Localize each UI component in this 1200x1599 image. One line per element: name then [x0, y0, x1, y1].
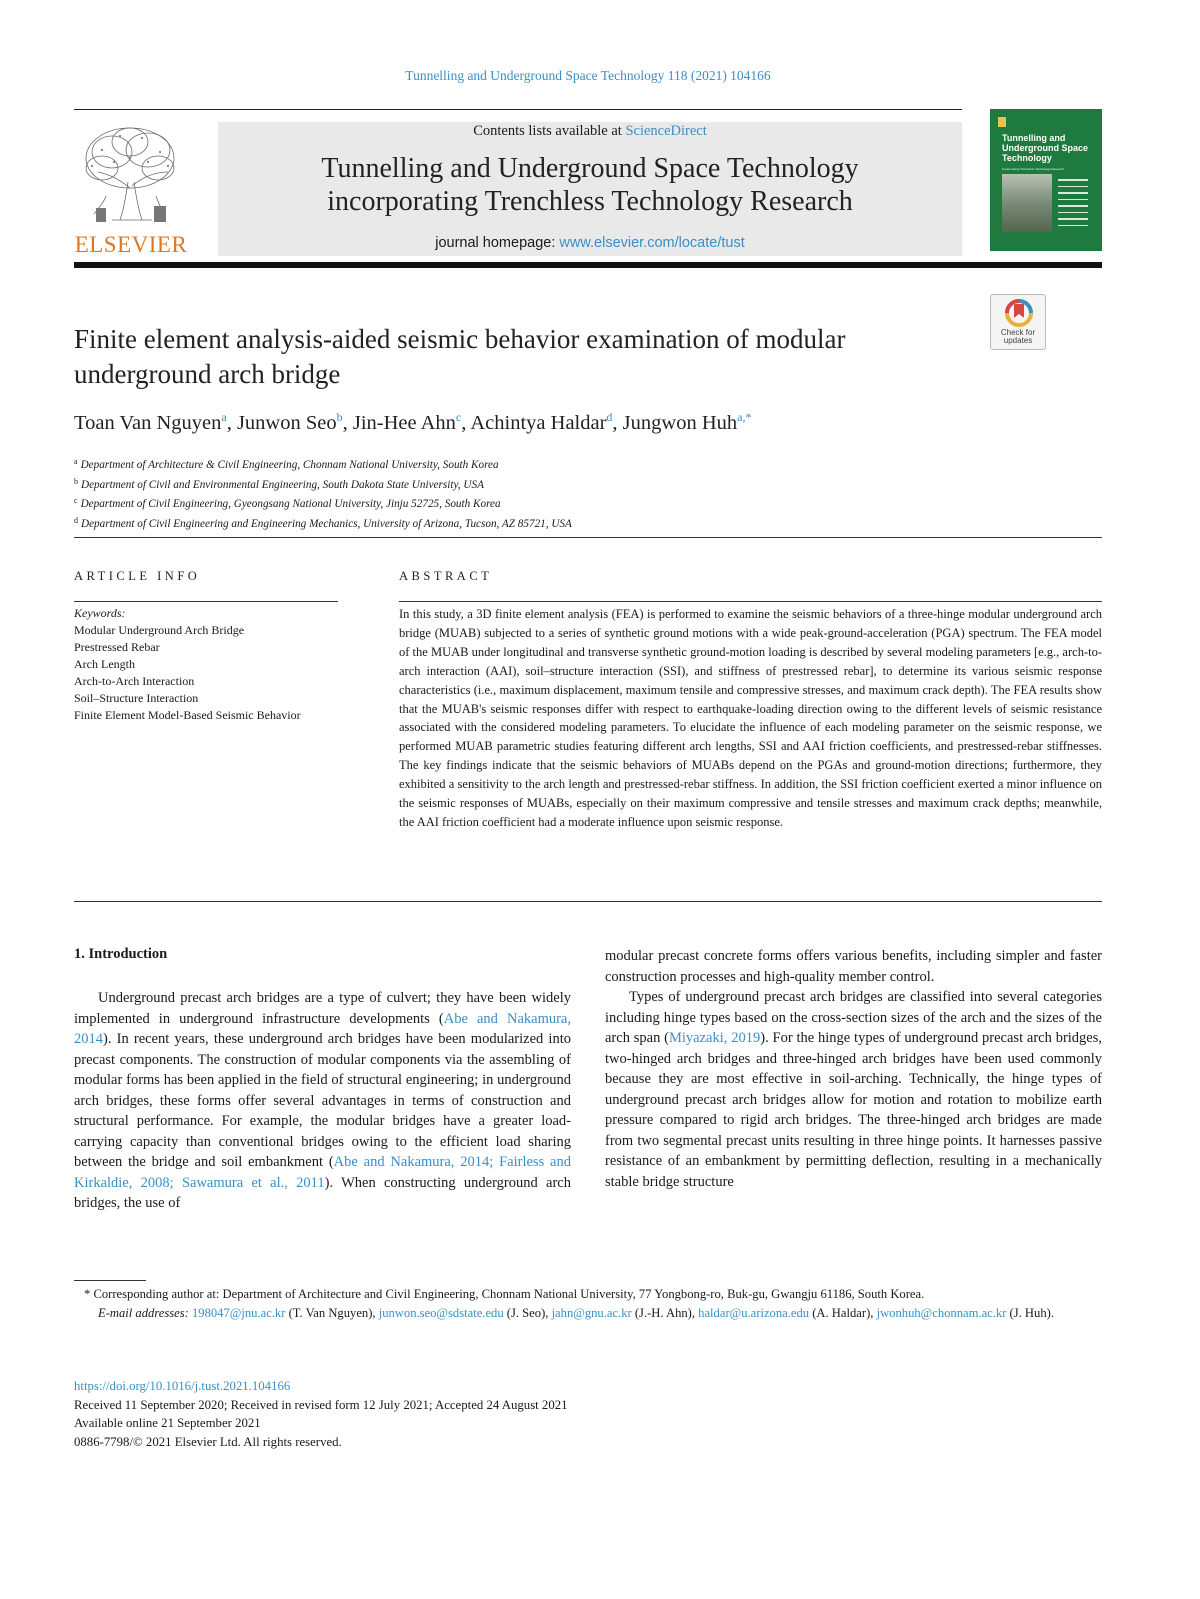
- sciencedirect-link[interactable]: ScienceDirect: [625, 123, 707, 139]
- email-label: E-mail addresses:: [98, 1306, 189, 1320]
- body-text: Types of underground precast arch bridges are classified into several categories including hinge types based on the cross-section sizes of the arch and the sizes of the arch span (: [605, 989, 1102, 1046]
- body-text: ). For the hinge types of underground precast arch bridges, two-hinged arch bridges and three-hinged arch bridges have been used commonly because they are most effective in soil-arching. Technically, the hinge types of underground precast arch bridges allow for motion and rotation to mobilize earth pressure compared to rigid arch bridges. The three-hinged arch bridges are made from two segmental precast units resulting in three hinge points. It harnesses passive resistance of an embankment by permitting deflection, resulting in a mechanically stable bridge structure: [605, 1030, 1103, 1190]
- body-text: Underground precast arch bridges are a type of culvert; they have been widely implemented in underground infrastructure developments (: [74, 990, 571, 1027]
- email-link[interactable]: jahn@gnu.ac.kr: [551, 1306, 632, 1320]
- journal-reference-link[interactable]: Tunnelling and Underground Space Technology 118 (2021) 104166: [405, 68, 771, 83]
- affiliation-item: [74, 454, 974, 474]
- received-dates: Received 11 September 2020; Received in revised form 12 July 2021; Accepted 24 August 2021: [74, 1397, 568, 1412]
- citation-link[interactable]: Miyazaki, 2019: [669, 1030, 761, 1046]
- affiliation-text: Department of Civil Engineering and Engineering Mechanics, University of Arizona, Tucson, AZ 85721, USA: [81, 517, 572, 530]
- affiliation-text: Department of Civil Engineering, Gyeongsang National University, Jinju 52725, South Korea: [80, 498, 501, 510]
- author-affiliation-marker[interactable]: a: [221, 410, 227, 424]
- header-rule: [74, 109, 962, 110]
- contents-prefix: Contents lists available at: [473, 123, 626, 139]
- cover-contents-list: [1058, 179, 1096, 231]
- cover-subtitle: incorporating Trenchless Technology Research: [1002, 167, 1065, 171]
- publication-info: [74, 1377, 874, 1451]
- affiliation-marker: a: [74, 457, 78, 466]
- author-affiliation-marker[interactable]: b: [336, 410, 343, 424]
- abstract-heading: ABSTRACT: [399, 569, 493, 583]
- keyword-item: Prestressed Rebar: [74, 640, 160, 654]
- intro-paragraph: [605, 987, 1102, 1192]
- elsevier-wordmark: ELSEVIER: [74, 232, 188, 257]
- citation-link[interactable]: Abe and Nakamura, 2014: [74, 1010, 571, 1047]
- abstract-rule: [399, 601, 1102, 602]
- author-name[interactable]: Achintya Haldar: [470, 412, 607, 434]
- affiliation-marker: b: [74, 476, 78, 486]
- homepage-line: [218, 235, 962, 251]
- keyword-item: Finite Element Model-Based Seismic Behavior: [74, 708, 301, 722]
- keywords-block: [74, 605, 344, 724]
- doi-link[interactable]: https://doi.org/10.1016/j.tust.2021.104166: [74, 1379, 291, 1393]
- email-addresses: [74, 1304, 1102, 1323]
- journal-masthead: [218, 122, 962, 256]
- footnote-rule: [74, 1280, 146, 1281]
- copyright-notice: 0886-7798/© 2021 Elsevier Ltd. All rights reserved.: [74, 1434, 342, 1449]
- email-link[interactable]: junwon.seo@sdstate.edu: [378, 1306, 504, 1320]
- intro-paragraph: modular precast concrete forms offers various benefits, including simpler and faster construction processes and high-quality member control.: [605, 948, 1102, 985]
- email-owner: (A. Haldar),: [809, 1306, 877, 1320]
- affiliation-rule: [74, 537, 1102, 538]
- corresponding-author-note: * Corresponding author at: Department of Architecture and Civil Engineering, Chonnam National University, 77 Yongbong-ro, Buk-gu, Gwangju 61186, South Korea.: [84, 1287, 925, 1301]
- affiliation-item: [74, 513, 974, 533]
- author-name[interactable]: Jin-Hee Ahn: [352, 412, 456, 434]
- journal-title-line1: Tunnelling and Underground Space Technology: [321, 153, 859, 184]
- cover-image: [1002, 174, 1052, 232]
- author-affiliation-marker[interactable]: c: [455, 410, 462, 424]
- article-title: Finite element analysis-aided seismic behavior examination of modular underground arch bridge: [74, 324, 846, 389]
- citation-link[interactable]: Abe and Nakamura, 2014; Fairless and Kirkaldie, 2008; Sawamura et al., 2011: [74, 1154, 571, 1191]
- keyword-item: Arch-to-Arch Interaction: [74, 674, 195, 688]
- body-column-right: [605, 946, 1102, 1192]
- introduction-heading: 1. Introduction: [74, 946, 168, 962]
- footnotes: [74, 1285, 1102, 1323]
- author-list: Toan Van Nguyen$^a$, Junwon Seo$^b$, Jin-Hee Ahn$^c$, Achintya Haldar$^d$, Jungwon Huh$^{a,*}$: [74, 410, 752, 434]
- elsevier-tree-icon: [72, 122, 190, 230]
- keyword-item: Soil–Structure Interaction: [74, 691, 199, 705]
- homepage-prefix: journal homepage:: [435, 235, 560, 251]
- author-name[interactable]: Toan Van Nguyen: [74, 412, 222, 434]
- check-for-updates-label: Check for updates: [1000, 328, 1036, 345]
- affiliation-list: [74, 454, 974, 532]
- check-for-updates-button[interactable]: [990, 294, 1046, 350]
- masthead-thick-rule: [74, 262, 1102, 268]
- affiliation-marker: c: [74, 496, 78, 505]
- email-link[interactable]: jwonhuh@chonnam.ac.kr: [876, 1306, 1007, 1320]
- keyword-item: Modular Underground Arch Bridge: [74, 623, 245, 637]
- affiliation-item: [74, 474, 974, 494]
- email-link[interactable]: haldar@u.arizona.edu: [698, 1306, 810, 1320]
- author-affiliation-marker[interactable]: a,*: [737, 410, 752, 424]
- email-owner: (J.-H. Ahn),: [631, 1306, 699, 1320]
- available-online-date: Available online 21 September 2021: [74, 1416, 261, 1431]
- cover-emblem: [998, 117, 1006, 127]
- journal-homepage-link[interactable]: www.elsevier.com/locate/tust: [559, 235, 745, 251]
- body-column-left: [74, 988, 571, 1214]
- affiliation-marker: d: [74, 515, 78, 525]
- elsevier-logo[interactable]: [72, 122, 190, 257]
- journal-cover-thumbnail[interactable]: [990, 109, 1102, 251]
- contents-line: [218, 122, 962, 140]
- keyword-item: Arch Length: [74, 657, 135, 671]
- article-info-heading: ARTICLE INFO: [74, 569, 201, 583]
- email-owner: (J. Huh).: [1006, 1306, 1054, 1320]
- email-link[interactable]: 198047@jnu.ac.kr: [191, 1306, 286, 1320]
- cover-title: Tunnelling and Underground Space Technology: [1002, 133, 1089, 163]
- email-owner: (T. Van Nguyen),: [285, 1306, 379, 1320]
- email-owner: (J. Seo),: [503, 1306, 552, 1320]
- keywords-label: Keywords:: [74, 606, 126, 620]
- journal-title-line2: incorporating Trenchless Technology Research: [327, 186, 853, 217]
- intro-paragraph: [74, 988, 571, 1214]
- keywords-rule: [74, 601, 338, 602]
- abstract-bottom-rule: [74, 901, 1102, 902]
- author-affiliation-marker[interactable]: d: [606, 410, 613, 424]
- body-text: ). When constructing underground arch bridges, the use of: [74, 1174, 571, 1211]
- body-text: ). In recent years, these underground arch bridges have been modularized into precast components. The construction of modular components via the assembling of modular forms has been applied in the field of structural engineering; in underground arch bridges, these forms offer several advantages in terms of construction and structural performance. For example, the modular bridges have a greater load-carrying capacity than conventional bridges owing to the efficient load sharing between the bridge and soil embankment (: [74, 1031, 571, 1170]
- author-name[interactable]: Junwon Seo: [236, 412, 337, 434]
- author-name[interactable]: Jungwon Huh: [622, 412, 738, 434]
- affiliation-item: [74, 493, 974, 513]
- journal-title: [218, 152, 962, 218]
- check-for-updates-icon: [991, 295, 1047, 329]
- affiliation-text: Department of Civil and Environmental Engineering, South Dakota State University, USA: [81, 478, 484, 491]
- affiliation-text: Department of Architecture & Civil Engineering, Chonnam National University, South Korea: [80, 459, 499, 471]
- abstract-text: In this study, a 3D finite element analysis (FEA) is performed to examine the seismic behaviors of a three-hinge modular underground arch bridge (MUAB) subjected to a series of synthetic ground motions with a wide peak-ground-acceleration (PGA) spectrum. The FEA model of the MUAB under longitudinal and transverse synthetic ground-motion loading is described by several modeling parameters [e.g., arch-to-arch interaction (AAI), soil–structure interaction (SSI), and stiffness of prestressed rebar], to determine its various seismic response characteristics (i.e., maximum displacement, maximum tensile and compressive stresses, and maximum crack depth). The FEA results show that the MUAB's seismic responses differ with respect to earthquake-loading direction owing to the different levels of seismic resistance associated with the considered modeling parameters. To elucidate the influence of each modeling parameter on the seismic response, we performed MUAB parametric studies featuring different arch lengths, SSI and AAI friction coefficients, and prestressed-rebar stiffnesses. The key findings indicate that the seismic behaviors of MUABs depend on the PGAs and ground-motion directions; furthermore, they exhibited a sensitivity to the arch length and prestressed-rebar stiffness. In addition, the SSI friction coefficient exerted a minor influence on the seismic responses of MUABs, especially on their maximum compressive and tensile stresses and maximum crack depths; meanwhile, the AAI friction coefficient had a moderate influence upon seismic response.: [399, 607, 1102, 829]
